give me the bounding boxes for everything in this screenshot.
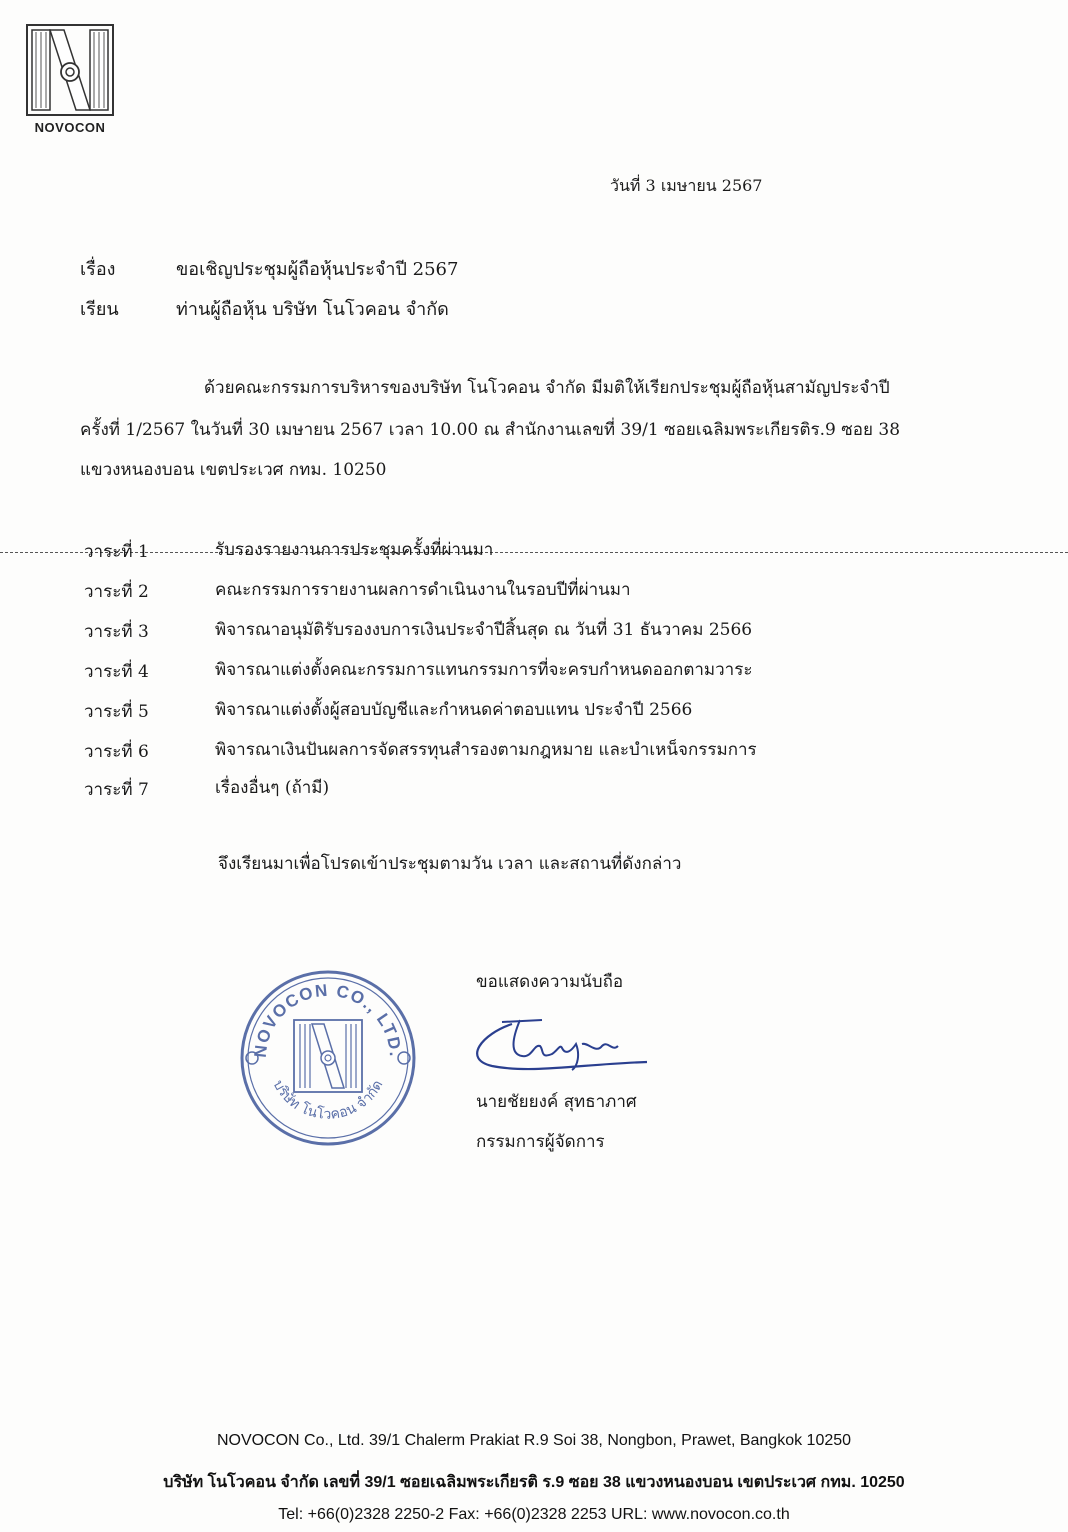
agenda-text-1: รับรองรายงานการประชุมครั้งที่ผ่านมา	[215, 540, 494, 560]
body-line-2: ครั้งที่ 1/2567 ในวันที่ 30 เมษายน 2567 เวลา 10.00 ณ สำนักงานเลขที่ 39/1 ซอยเฉลิมพระเกียรติร.9 ซอย 38	[80, 420, 901, 440]
company-stamp	[236, 966, 420, 1150]
recipient-text: ท่านผู้ถือหุ้น บริษัท โนโวคอน จำกัด	[176, 299, 449, 320]
agenda-label-6: วาระที่ 6	[84, 742, 149, 762]
stamp-bottom-text: บริษัท โนโวคอน จำกัด	[269, 1077, 387, 1123]
agenda-label-1: วาระที่ 1	[84, 542, 149, 562]
agenda-label-7: วาระที่ 7	[84, 780, 149, 800]
footer-address-th: บริษัท โนโวคอน จำกัด เลขที่ 39/1 ซอยเฉลิมพระเกียรติ ร.9 ซอย 38 แขวงหนองบอน เขตประเวศ กทม. 10250	[163, 1474, 905, 1491]
regards-text: ขอแสดงความนับถือ	[476, 972, 624, 992]
agenda-label-4: วาระที่ 4	[84, 662, 149, 682]
company-seal-icon	[236, 966, 420, 1150]
logo-wordmark: NOVOCON	[34, 120, 106, 135]
signer-name: นายชัยยงค์ สุทธาภาศ	[476, 1092, 637, 1112]
body-line-3: แขวงหนองบอน เขตประเวศ กทม. 10250	[80, 460, 387, 480]
agenda-text-6: พิจารณาเงินปันผลการจัดสรรทุนสำรองตามกฎหมาย และบำเหน็จกรรมการ	[215, 740, 757, 760]
stamp-top-text: NOVOCON CO., LTD.	[250, 980, 406, 1059]
agenda-text-2: คณะกรรมการรายงานผลการดำเนินงานในรอบปีที่ผ่านมา	[215, 580, 631, 600]
subject-label: เรื่อง	[80, 259, 116, 280]
agenda-text-5: พิจารณาแต่งตั้งผู้สอบบัญชีและกำหนดค่าตอบแทน ประจำปี 2566	[215, 700, 693, 720]
body-line-1: ด้วยคณะกรรมการบริหารของบริษัท โนโวคอน จำกัด มีมติให้เรียกประชุมผู้ถือหุ้นสามัญประจำปี	[204, 378, 890, 398]
agenda-label-2: วาระที่ 2	[84, 582, 149, 602]
logo-mark-icon	[24, 22, 116, 118]
agenda-text-3: พิจารณาอนุมัติรับรองงบการเงินประจำปีสิ้นสุด ณ วันที่ 31 ธันวาคม 2566	[215, 620, 753, 640]
footer-address-en: NOVOCON Co., Ltd. 39/1 Chalerm Prakiat R.9 Soi 38, Nongbon, Prawet, Bangkok 10250	[216, 1432, 852, 1449]
recipient-label: เรียน	[80, 299, 119, 320]
subject-text: ขอเชิญประชุมผู้ถือหุ้นประจำปี 2567	[176, 259, 459, 280]
agenda-text-7: เรื่องอื่นๆ (ถ้ามี)	[215, 778, 330, 798]
signature-icon	[462, 1004, 652, 1084]
company-logo	[24, 22, 116, 140]
footer-contact: Tel: +66(0)2328 2250-2 Fax: +66(0)2328 2253 URL: www.novocon.co.th	[278, 1506, 790, 1523]
agenda-label-5: วาระที่ 5	[84, 702, 149, 722]
letter-date: วันที่ 3 เมษายน 2567	[610, 176, 763, 195]
closing-sentence: จึงเรียนมาเพื่อโปรดเข้าประชุมตามวัน เวลา และสถานที่ดังกล่าว	[218, 854, 682, 874]
svg-text:บริษัท โนโวคอน จำกัด	[270, 1078, 387, 1123]
agenda-text-4: พิจารณาแต่งตั้งคณะกรรมการแทนกรรมการที่จะครบกำหนดออกตามวาระ	[215, 660, 753, 680]
agenda-label-3: วาระที่ 3	[84, 622, 149, 642]
scan-fold-line	[0, 552, 1068, 553]
signer-title: กรรมการผู้จัดการ	[476, 1132, 605, 1152]
